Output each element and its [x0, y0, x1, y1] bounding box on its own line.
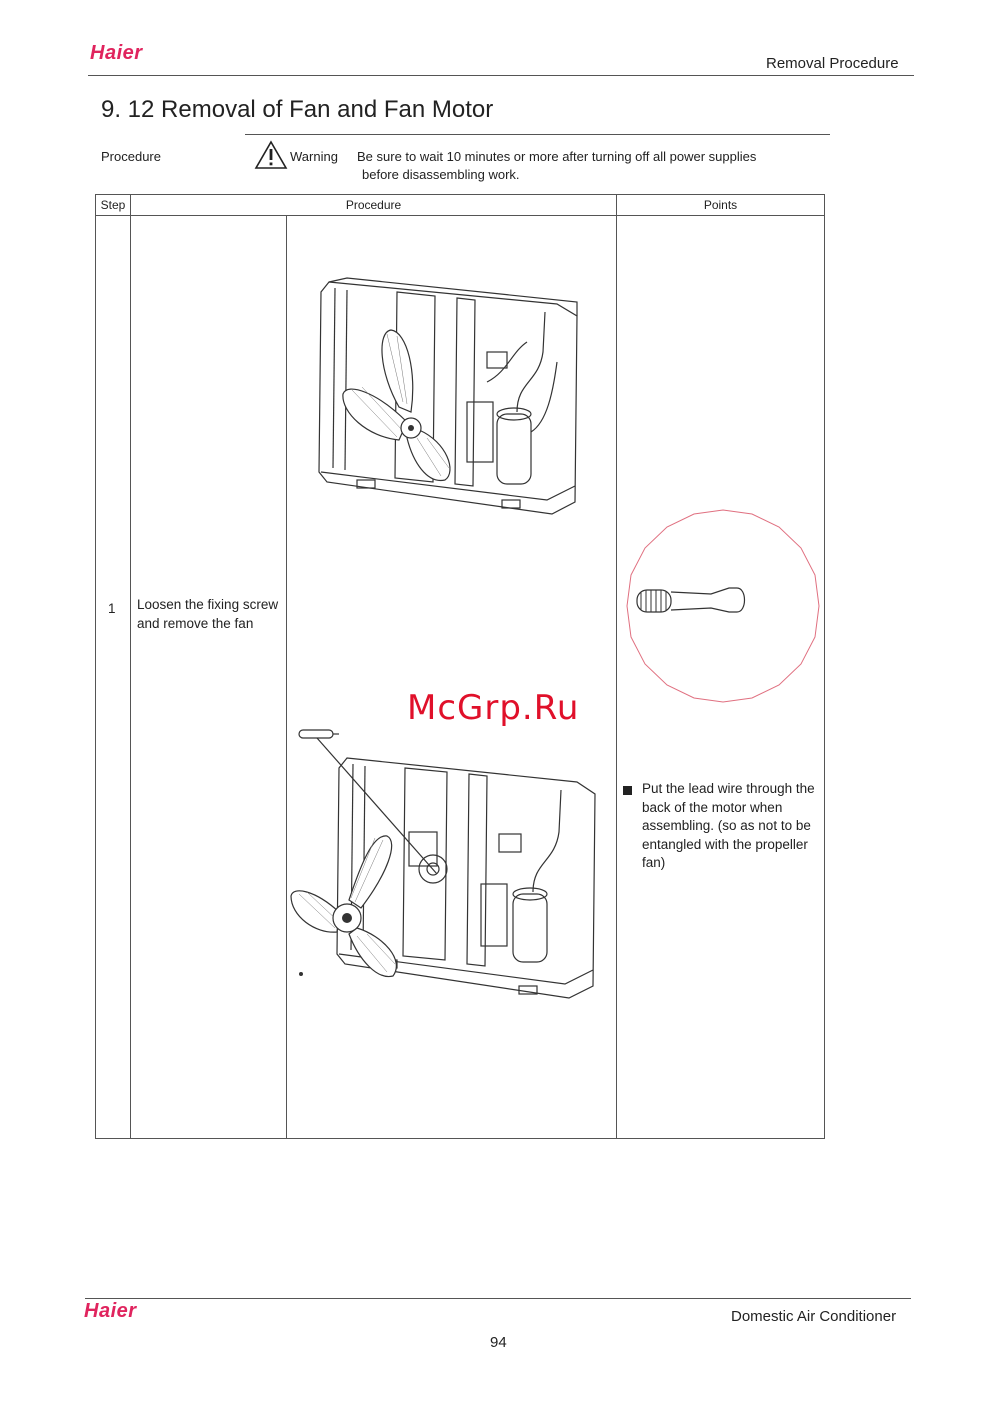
- assembled-unit-illustration: [307, 272, 597, 527]
- point-line: fan): [642, 855, 666, 870]
- table-row: [96, 216, 825, 1139]
- illustration-cell: [287, 216, 617, 1139]
- instruction-line: and remove the fan: [137, 615, 254, 631]
- header-rule: [88, 75, 914, 76]
- points-cell: [617, 216, 825, 1139]
- page-number: 94: [490, 1334, 507, 1351]
- header-points: Points: [617, 195, 825, 216]
- brand-logo: Haier: [90, 42, 143, 64]
- header-procedure: Procedure: [131, 195, 617, 216]
- instruction-text: [137, 596, 287, 633]
- page-title: 9. 12 Removal of Fan and Fan Motor: [101, 96, 494, 123]
- header-step: Step: [96, 195, 131, 216]
- footer-brand-logo: Haier: [84, 1300, 137, 1322]
- point-text: [642, 780, 824, 873]
- warning-text-line1: Be sure to wait 10 minutes or more after turning off all power supplies: [357, 149, 757, 164]
- title-rule: [245, 134, 830, 135]
- screw-detail-illustration: [625, 508, 821, 704]
- point-line: assembling. (so as not to be: [642, 818, 811, 833]
- point-line: Put the lead wire through the: [642, 781, 815, 796]
- warning-text-line2: before disassembling work.: [362, 167, 520, 182]
- instruction-line: Loosen the fixing screw: [137, 597, 279, 612]
- footer-product: Domestic Air Conditioner: [731, 1308, 897, 1325]
- footer-rule: [85, 1298, 911, 1299]
- bullet-square-icon: [623, 786, 632, 795]
- step-number: 1: [108, 601, 116, 616]
- procedure-label: Procedure: [101, 149, 161, 164]
- exploded-unit-illustration: [287, 724, 607, 1014]
- instruction-cell: [131, 216, 287, 1139]
- header-section: Removal Procedure: [766, 55, 899, 72]
- warning-label: Warning: [290, 149, 338, 164]
- procedure-table: [95, 194, 825, 1139]
- watermark: McGrp.Ru: [407, 688, 580, 728]
- step-cell: [96, 216, 131, 1139]
- point-line: entangled with the propeller: [642, 836, 808, 852]
- warning-triangle-icon: [254, 140, 288, 175]
- point-line: back of the motor when: [642, 799, 783, 815]
